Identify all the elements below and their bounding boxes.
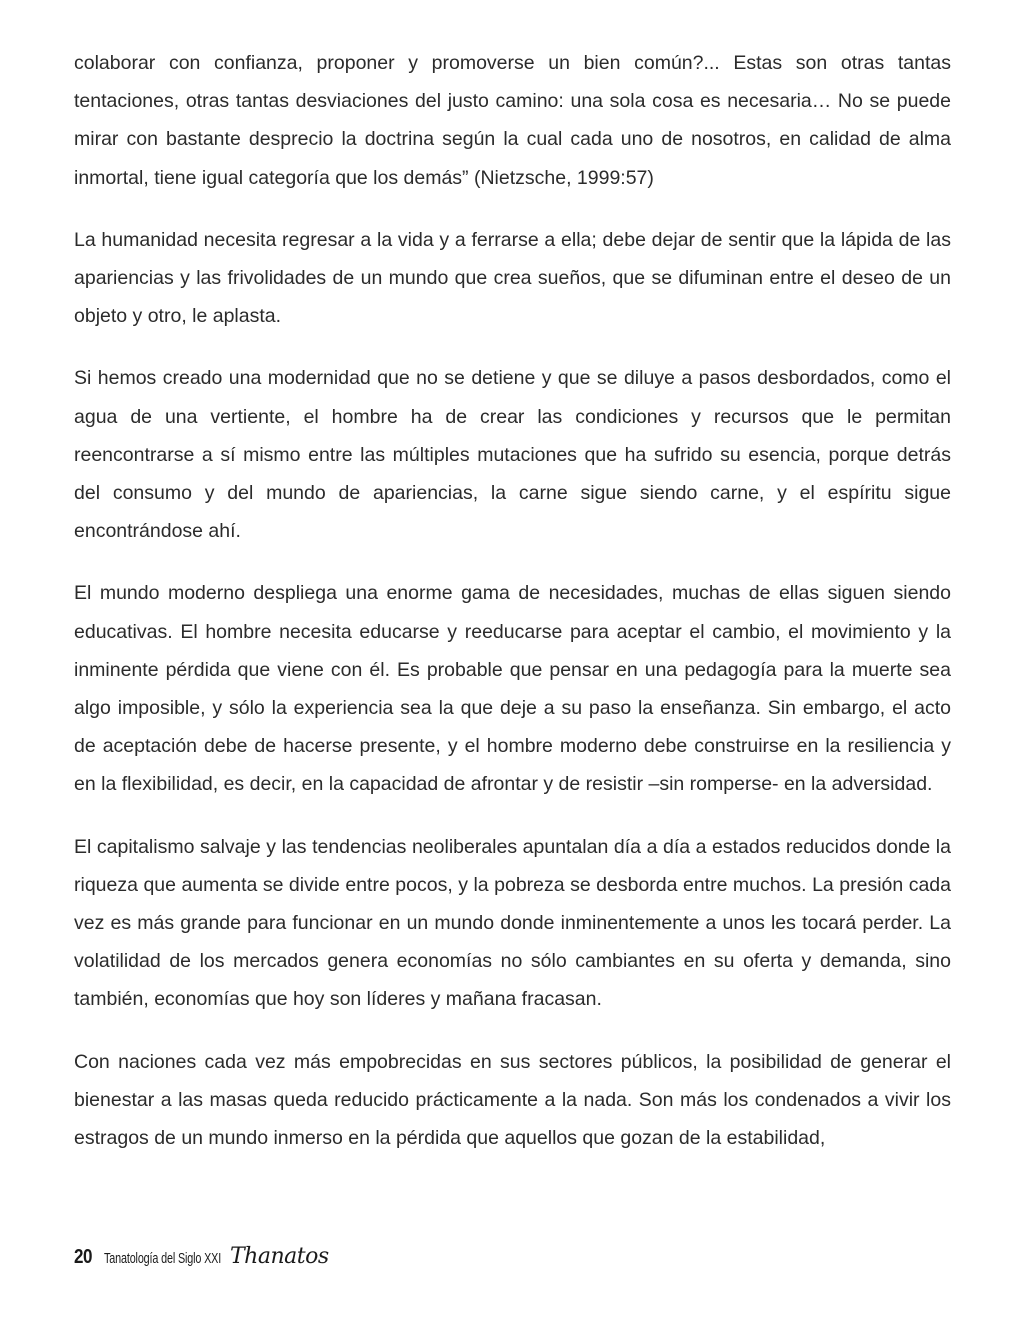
page-body [74, 44, 951, 1181]
page-number: 20 [74, 1246, 93, 1268]
running-title: Tanatología del Siglo XXI [104, 1250, 222, 1267]
paragraph-modernity: Si hemos creado una modernidad que no se detiene y que se diluye a pasos desbordados, como el agua de una vertiente, el hombre ha de crear las condiciones y recursos que le permitan reencontrarse a sí mismo entre las múltiples mutaciones que ha sufrido su esencia, porque detrás del consumo y del mundo de apariencias, la carne sigue siendo carne, y el espíritu sigue encontrándose ahí. [74, 367, 951, 543]
paragraph-nations: Con naciones cada vez más empobrecidas en sus sectores públicos, la posibilidad de generar el bienestar a las masas queda reducido prácticamente a la nada. Son más los condenados a vivir los estragos de un mundo inmerso en la pérdida que aquellos que gozan de la estabilidad, [74, 1050, 951, 1150]
page-footer [74, 1244, 329, 1276]
paragraph-capitalism: El capitalismo salvaje y las tendencias neoliberales apuntalan día a día a estados reducidos donde la riqueza que aumenta se divide entre pocos, y la pobreza se desborda entre muchos. La presión cada vez es más grande para funcionar en un mundo donde inminentemente a unos les tocará perder. La volatilidad de los mercados genera economías no sólo cambiantes en su oferta y demanda, sino también, economías que hoy son líderes y mañana fracasan. [74, 835, 951, 1011]
paragraph-nietzsche-quote: colaborar con confianza, proponer y promoverse un bien común?... Estas son otras tantas tentaciones, otras tantas desviaciones del justo camino: una sola cosa es necesaria… No se puede mirar con bastante desprecio la doctrina según la cual cada uno de nosotros, en calidad de alma inmortal, tiene igual categoría que los demás” (Nietzsche, 1999:57) [74, 52, 951, 189]
journal-logo: Thanatos [230, 1244, 329, 1269]
paragraph-humanity: La humanidad necesita regresar a la vida y a ferrarse a ella; debe dejar de sentir que la lápida de las apariencias y las frivolidades de un mundo que crea sueños, que se difuminan entre el deseo de un objeto y otro, le aplasta. [74, 228, 951, 328]
paragraph-modern-world: El mundo moderno despliega una enorme gama de necesidades, muchas de ellas siguen siendo educativas. El hombre necesita educarse y reeducarse para aceptar el cambio, el movimiento y la inminente pérdida que viene con él. Es probable que pensar en una pedagogía para la muerte sea algo imposible, y sólo la experiencia sea la que deje a su paso la enseñanza. Sin embargo, el acto de aceptación debe de hacerse presente, y el hombre moderno debe construirse en la resiliencia y en la flexibilidad, es decir, en la capacidad de afrontar y de resistir –sin romperse- en la adversidad. [74, 582, 951, 796]
